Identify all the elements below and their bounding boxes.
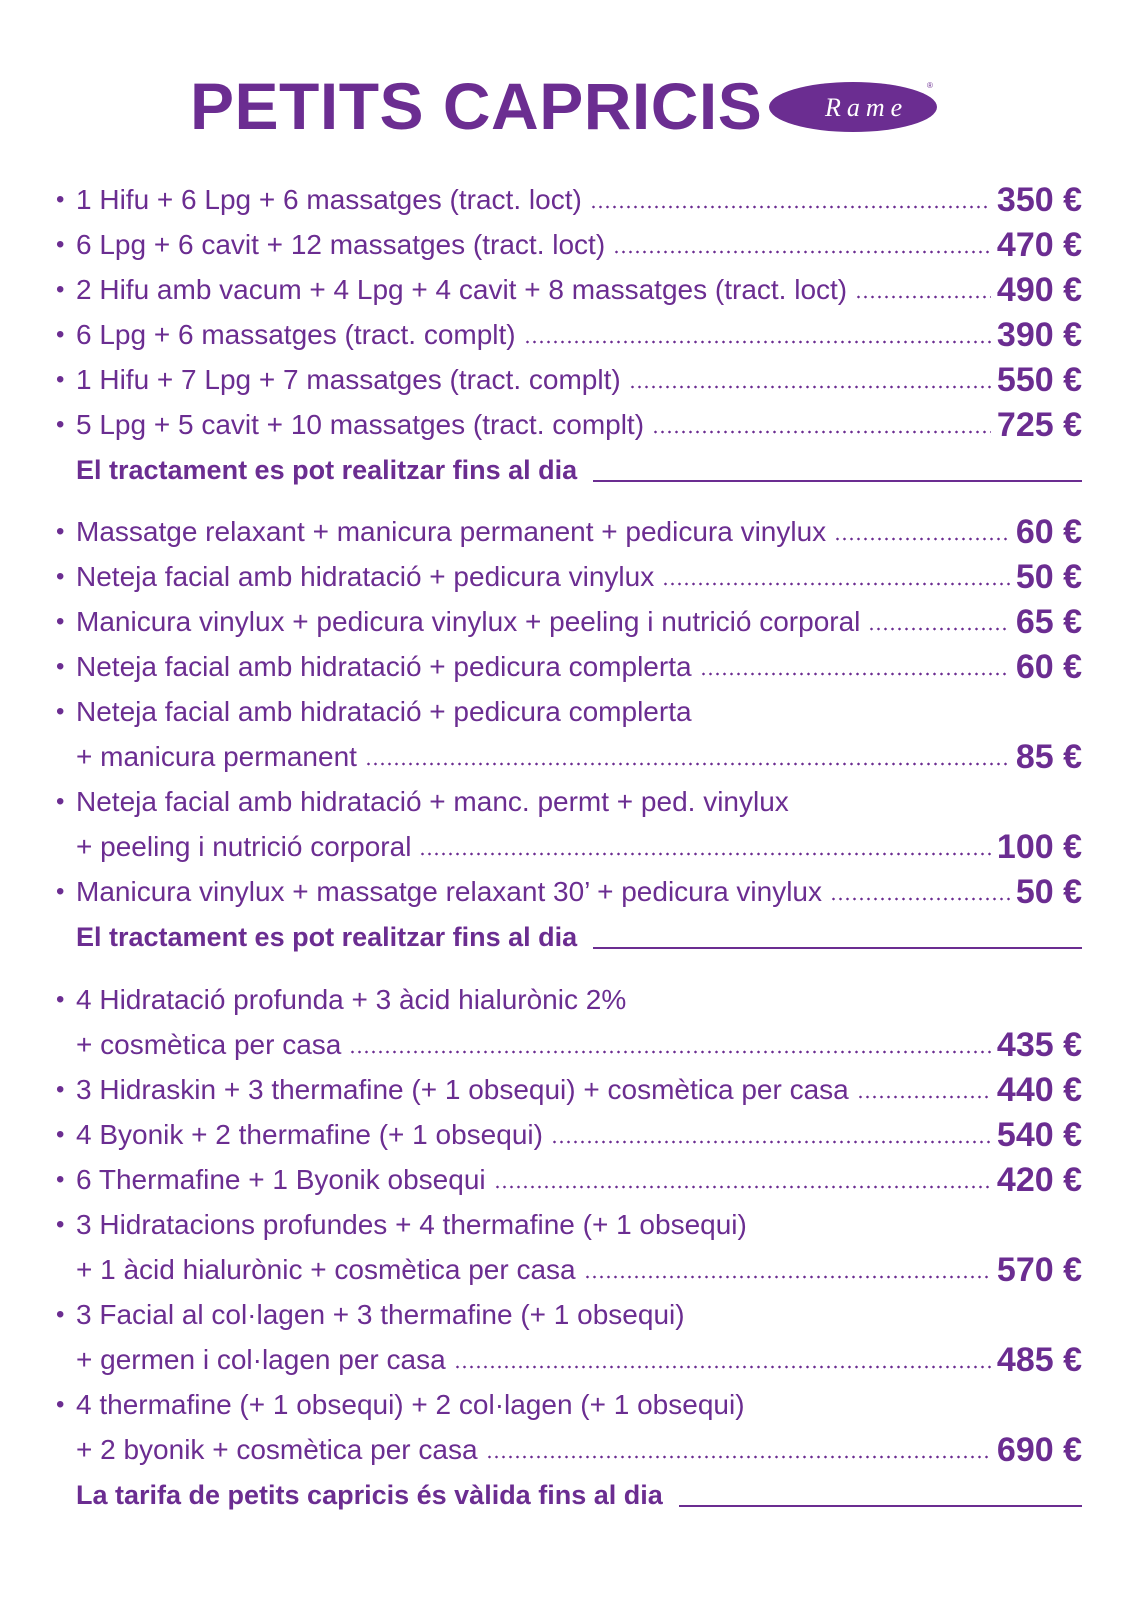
- price-item: [56, 270, 1082, 310]
- item-price: 725 €: [996, 406, 1082, 444]
- item-description: + 1 àcid hialurònic + cosmètica per casa: [76, 1254, 576, 1285]
- item-description: 1 Hifu + 6 Lpg + 6 massatges (tract. loct): [76, 184, 582, 215]
- bullet-icon: •: [56, 1301, 65, 1328]
- validity-note-text: El tractament es pot realitzar fins al dia: [76, 922, 578, 952]
- price-item: [56, 180, 1082, 220]
- item-description: 6 Lpg + 6 massatges (tract. complt): [76, 319, 516, 350]
- item-description: Neteja facial amb hidratació + pedicura complerta: [76, 696, 692, 727]
- price-item: [56, 315, 1082, 355]
- item-price: 440 €: [996, 1071, 1082, 1109]
- item-price: 485 €: [996, 1341, 1082, 1379]
- bullet-icon: •: [56, 788, 65, 815]
- item-price: 690 €: [996, 1431, 1082, 1469]
- item-description: Massatge relaxant + manicura permanent + pedicura vinylux: [76, 516, 827, 547]
- bullet-icon: •: [56, 231, 65, 258]
- price-item: [56, 1385, 1082, 1425]
- item-description: Neteja facial amb hidratació + pedicura vinylux: [76, 561, 655, 592]
- item-description: + germen i col·lagen per casa: [76, 1344, 446, 1375]
- item-price: 100 €: [996, 828, 1082, 866]
- price-item-continuation: [56, 1430, 1082, 1470]
- price-item-continuation: [56, 1340, 1082, 1380]
- bullet-icon: •: [56, 563, 65, 590]
- item-price: 390 €: [996, 316, 1082, 354]
- dot-leader: [613, 250, 991, 254]
- price-item: [56, 647, 1082, 687]
- price-item: [56, 512, 1082, 552]
- item-description: Neteja facial amb hidratació + pedicura complerta: [76, 651, 692, 682]
- dot-leader: [349, 1050, 991, 1054]
- item-description: 3 Facial al col·lagen + 3 thermafine (+ 1 obsequi): [76, 1299, 685, 1330]
- item-description: Neteja facial amb hidratació + manc. permt + ped. vinylux: [76, 786, 789, 817]
- item-price: 60 €: [1015, 513, 1082, 551]
- price-item: [56, 602, 1082, 642]
- date-fill-line: [679, 1505, 1082, 1507]
- item-price: 50 €: [1015, 558, 1082, 596]
- item-price: 540 €: [996, 1116, 1082, 1154]
- dot-leader: [857, 1095, 991, 1099]
- bullet-icon: •: [56, 653, 65, 680]
- item-description: 1 Hifu + 7 Lpg + 7 massatges (tract. complt): [76, 364, 621, 395]
- dot-leader: [652, 430, 991, 434]
- price-item: [56, 360, 1082, 400]
- item-description: 6 Thermafine + 1 Byonik obsequi: [76, 1164, 486, 1195]
- dot-leader: [454, 1365, 991, 1369]
- validity-note: [76, 917, 1082, 957]
- validity-note-text: El tractament es pot realitzar fins al dia: [76, 455, 578, 485]
- item-description: 4 Byonik + 2 thermafine (+ 1 obsequi): [76, 1119, 543, 1150]
- price-item-continuation: [56, 1250, 1082, 1290]
- item-description: 3 Hidraskin + 3 thermafine (+ 1 obsequi) + cosmètica per casa: [76, 1074, 849, 1105]
- price-item: [56, 1115, 1082, 1155]
- item-price: 65 €: [1015, 603, 1082, 641]
- dot-leader: [834, 537, 1010, 541]
- bullet-icon: •: [56, 878, 65, 905]
- dot-leader: [629, 385, 991, 389]
- dot-leader: [486, 1455, 991, 1459]
- bullet-icon: •: [56, 411, 65, 438]
- item-description: + peeling i nutrició corporal: [76, 831, 412, 862]
- price-item-continuation: [56, 827, 1082, 867]
- item-price: 60 €: [1015, 648, 1082, 686]
- item-price: 85 €: [1015, 738, 1082, 776]
- price-item: [56, 980, 1082, 1020]
- bullet-icon: •: [56, 698, 65, 725]
- bullet-icon: •: [56, 186, 65, 213]
- date-fill-line: [593, 480, 1082, 482]
- bullet-icon: •: [56, 1076, 65, 1103]
- price-item: [56, 782, 1082, 822]
- bullet-icon: •: [56, 518, 65, 545]
- price-item: [56, 405, 1082, 445]
- item-description: + manicura permanent: [76, 741, 357, 772]
- price-item: [56, 1295, 1082, 1335]
- price-item-continuation: [56, 1025, 1082, 1065]
- item-price: 570 €: [996, 1251, 1082, 1289]
- bullet-icon: •: [56, 1166, 65, 1193]
- rame-logo: [765, 76, 945, 138]
- item-description: 3 Hidratacions profundes + 4 thermafine (+ 1 obsequi): [76, 1209, 747, 1240]
- price-item: [56, 1205, 1082, 1245]
- bullet-icon: •: [56, 1121, 65, 1148]
- item-price: 50 €: [1015, 873, 1082, 911]
- item-description: 4 Hidratació profunda + 3 àcid hialurònic 2%: [76, 984, 627, 1015]
- item-description: + 2 byonik + cosmètica per casa: [76, 1434, 478, 1465]
- price-item: [56, 692, 1082, 732]
- dot-leader: [551, 1140, 991, 1144]
- validity-note-text: La tarifa de petits capricis és vàlida fins al dia: [76, 1480, 663, 1510]
- price-item: [56, 1070, 1082, 1110]
- item-price: 350 €: [996, 181, 1082, 219]
- item-price: 550 €: [996, 361, 1082, 399]
- dot-leader: [868, 627, 1009, 631]
- page-title: PETITS CAPRICIS: [190, 69, 763, 143]
- item-description: 4 thermafine (+ 1 obsequi) + 2 col·lagen (+ 1 obsequi): [76, 1389, 745, 1420]
- item-description: 5 Lpg + 5 cavit + 10 massatges (tract. complt): [76, 409, 645, 440]
- date-fill-line: [593, 947, 1082, 949]
- dot-leader: [700, 672, 1010, 676]
- dot-leader: [855, 295, 991, 299]
- price-item: [56, 872, 1082, 912]
- price-item: [56, 1160, 1082, 1200]
- bullet-icon: •: [56, 1391, 65, 1418]
- bullet-icon: •: [56, 986, 65, 1013]
- price-item: [56, 225, 1082, 265]
- item-description: Manicura vinylux + massatge relaxant 30’ + pedicura vinylux: [76, 876, 823, 907]
- item-price: 420 €: [996, 1161, 1082, 1199]
- bullet-icon: •: [56, 366, 65, 393]
- bullet-icon: •: [56, 1211, 65, 1238]
- price-item-continuation: [56, 737, 1082, 777]
- price-item: [56, 557, 1082, 597]
- item-description: + cosmètica per casa: [76, 1029, 342, 1060]
- dot-leader: [662, 582, 1010, 586]
- logo-text: Rame: [825, 93, 909, 122]
- dot-leader: [524, 340, 991, 344]
- item-price: 435 €: [996, 1026, 1082, 1064]
- dot-leader: [830, 897, 1010, 901]
- item-description: 2 Hifu amb vacum + 4 Lpg + 4 cavit + 8 massatges (tract. loct): [76, 274, 848, 305]
- logo-registered-mark: ®: [927, 81, 933, 90]
- item-price: 470 €: [996, 226, 1082, 264]
- item-description: 6 Lpg + 6 cavit + 12 massatges (tract. loct): [76, 229, 606, 260]
- dot-leader: [419, 852, 990, 856]
- item-price: 490 €: [996, 271, 1082, 309]
- item-description: Manicura vinylux + pedicura vinylux + peeling i nutrició corporal: [76, 606, 861, 637]
- dot-leader: [590, 205, 991, 209]
- bullet-icon: •: [56, 276, 65, 303]
- dot-leader: [494, 1185, 991, 1189]
- bullet-icon: •: [56, 608, 65, 635]
- validity-note: [76, 450, 1082, 490]
- dot-leader: [365, 762, 1010, 766]
- bullet-icon: •: [56, 321, 65, 348]
- dot-leader: [584, 1275, 991, 1279]
- validity-note: [76, 1475, 1082, 1515]
